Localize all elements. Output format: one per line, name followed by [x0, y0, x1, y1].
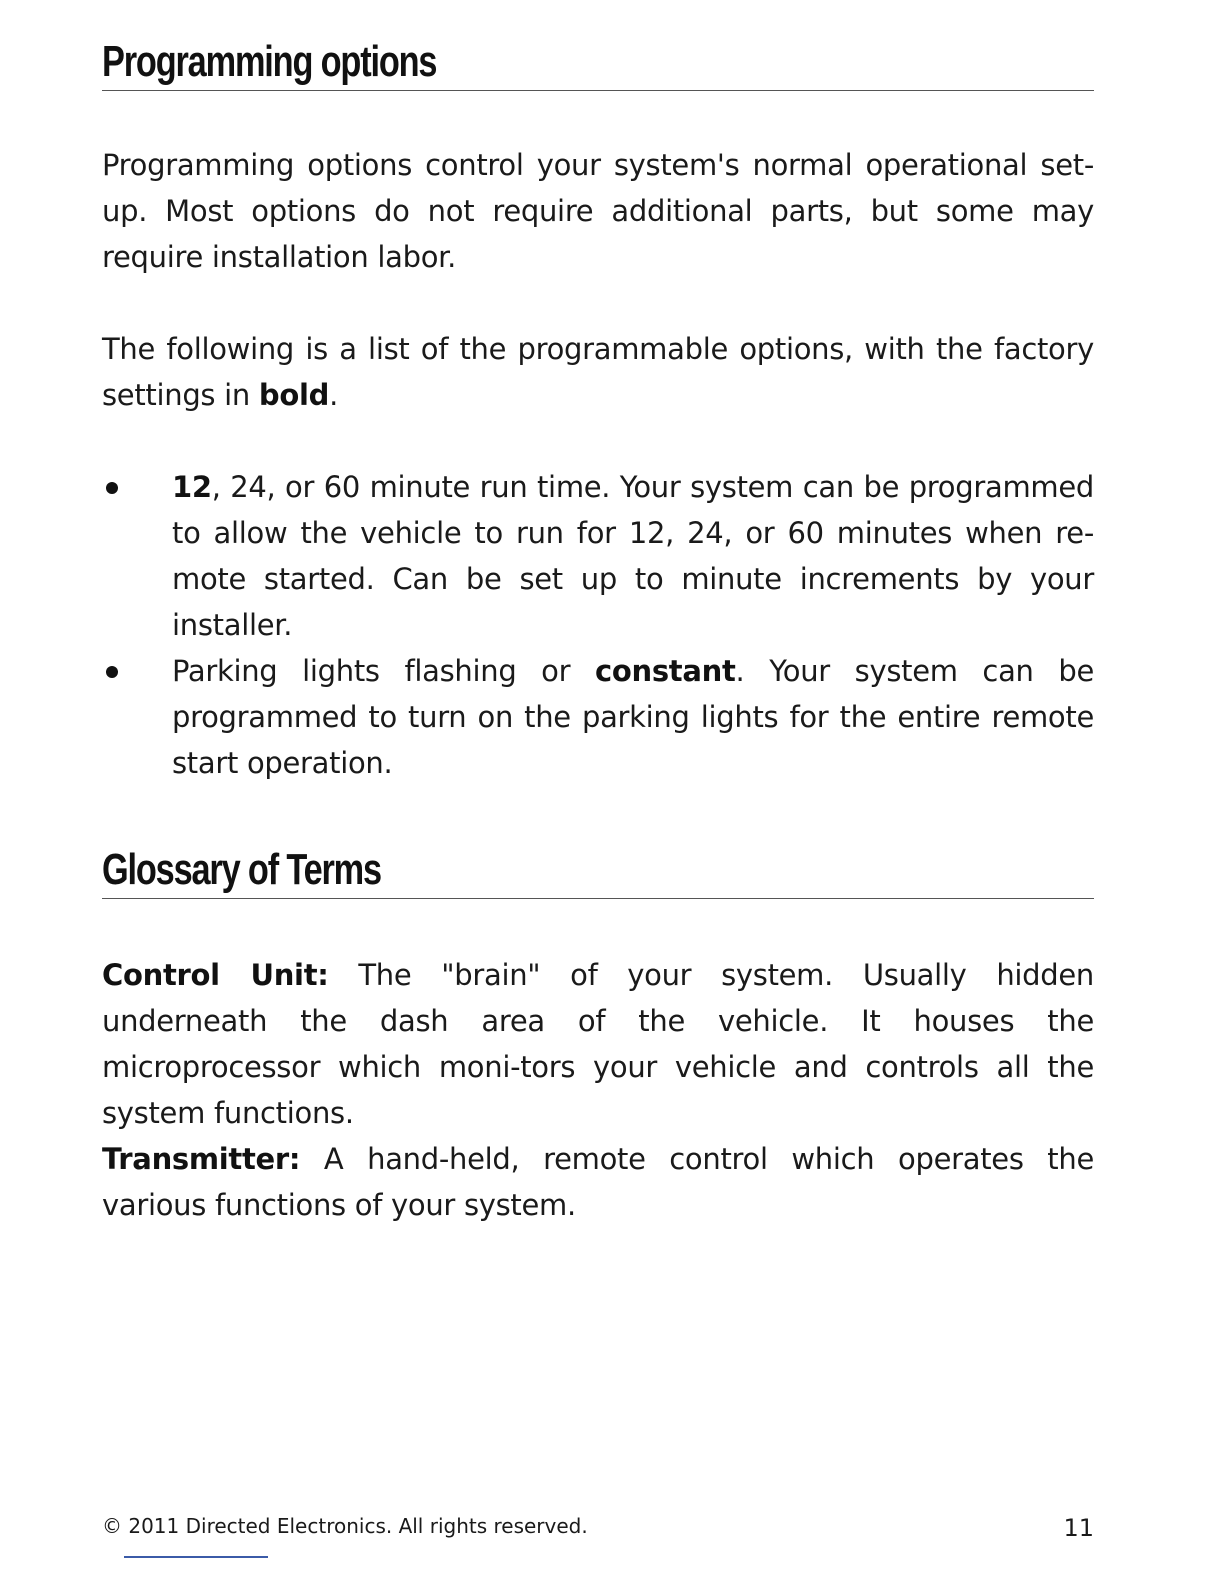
- section-title-glossary: Glossary of Terms: [102, 842, 1094, 899]
- glossary-term-transmitter: Transmitter: A hand-held, remote control which operates the various functions of your system.: [102, 1142, 1094, 1222]
- term-label: Transmitter:: [102, 1142, 301, 1176]
- list-item-text: 12, 24, or 60 minute run time. Your system can be programmed to allow the vehicle to run for 12, 24, or 60 minutes when re-mote started. Can be set up to minute increments by your installer.: [172, 470, 1094, 642]
- bold-keyword: bold: [258, 378, 330, 412]
- section-title-programming-options: Programming options: [102, 34, 1094, 91]
- list-item-text: Parking lights flashing or constant. Your system can be programmed to turn on the parking lights for the entire remote start operation.: [172, 654, 1094, 780]
- copyright-notice: © 2011 Directed Electronics. All rights reserved.: [102, 1514, 588, 1538]
- intro-paragraph: Programming options control your system's normal operational set-up. Most options do not require additional parts, but some may require installation labor.: [102, 148, 1094, 274]
- document-page: [102, 0, 1094, 1584]
- factory-settings-paragraph: The following is a list of the programmable options, with the factory settings in bold.: [102, 332, 1094, 412]
- page-number: 11: [1063, 1514, 1094, 1542]
- bullet-icon: [106, 666, 118, 678]
- glossary-term-control-unit: Control Unit: The "brain" of your system. Usually hidden underneath the dash area of the vehicle. It houses the microprocessor which moni-tors your vehicle and controls all the system functions.: [102, 958, 1094, 1130]
- bullet-icon: [106, 482, 118, 494]
- term-label: Control Unit:: [102, 958, 329, 992]
- page-edge-line: [124, 1556, 268, 1558]
